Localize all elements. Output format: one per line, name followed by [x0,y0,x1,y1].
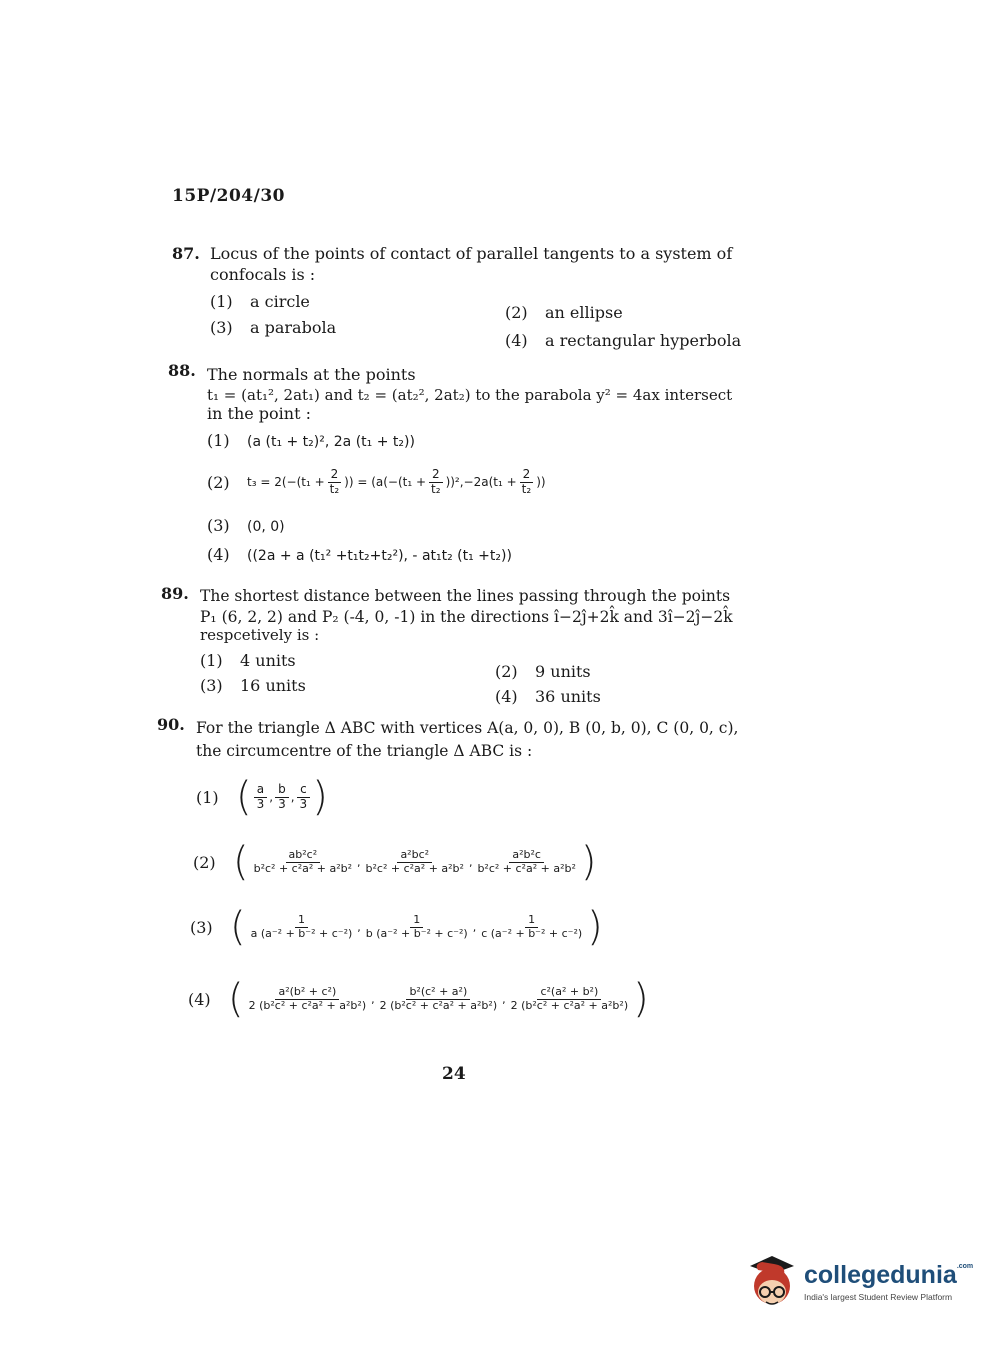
option-formula: ( $\frac{\text{a²(b² + c²)}}{\text{2 (b²c² + c²a² + a²b²)}}$ , $\frac{\text{b²(c² + a²)}}{\text{2 (b²c² + c²a² + a²b²)}}$ , $\frac{\text{c²(a² + b²)}}{\text{2 (b²c² + c²a² + a²b²)}}$ ) [228,976,649,1022]
option-formula: ( $\frac{1}{\text{a (a⁻² + b⁻² + c⁻²)}}$ , $\frac{1}{\text{b (a⁻² + b⁻² + c⁻²)}}$ , $\frac{1}{\text{c (a⁻² + b⁻² + c⁻²)}}$ ) [230,904,603,950]
question-number: 87. [172,244,200,263]
option-4 [495,687,601,706]
brand-suffix: .com [956,1262,974,1270]
option-number: (4) [505,331,528,350]
option-4 [188,977,649,1021]
option-text: an ellipse [545,303,623,322]
option-number: (4) [207,545,230,564]
option-number: (3) [210,318,233,337]
option-2 [207,468,546,497]
option-3 [190,905,603,949]
option-number: (3) [200,676,223,695]
option-text: 9 units [535,662,591,681]
option-3 [200,676,306,695]
question-text: confocals is : [210,265,316,284]
option-text: a parabola [250,318,337,337]
option-text: a rectangular hyperbola [545,331,742,350]
option-number: (1) [207,431,230,450]
collegedunia-logo [744,1252,973,1312]
brand-name: collegedunia [804,1260,957,1289]
option-1 [207,431,415,450]
option-3 [210,318,336,337]
option-number: (2) [207,472,230,492]
option-formula: ( $\frac{\text{ab²c²}}{\text{b²c² + c²a² + a²b²}}$ , $\frac{\text{a²bc²}}{\text{b²c² + c²a² + a²b²}}$ , $\frac{\text{a²b²c}}{\text{b²c² + c²a² + a²b²}}$ ) [233,839,597,885]
option-number: (4) [188,989,211,1009]
question-text: The normals at the points [207,365,416,384]
option-2 [505,303,623,322]
question-number: 89. [161,584,189,603]
option-4 [505,331,741,350]
question-text: For the triangle Δ ABC with vertices A(a, 0, 0), B (0, b, 0), C (0, 0, c), [196,719,739,737]
option-1 [196,775,328,819]
option-2 [193,840,596,884]
question-text: the circumcentre of the triangle Δ ABC is : [196,742,533,760]
question-text: The shortest distance between the lines passing through the points [200,587,731,605]
question-text: respcetively is : [200,626,320,644]
option-2 [495,662,591,681]
question-text: Locus of the points of contact of parallel tangents to a system of [210,244,733,263]
option-number: (2) [193,852,216,872]
option-number: (1) [200,651,223,670]
brand-tagline: India's largest Student Review Platform [804,1291,953,1302]
option-number: (3) [207,516,230,535]
option-number: (2) [495,662,518,681]
option-number: (1) [196,787,219,807]
option-text: 4 units [240,651,296,670]
option-number: (4) [495,687,518,706]
option-4 [207,545,512,564]
option-3 [207,516,285,535]
question-text: P₁ (6, 2, 2) and P₂ (-4, 0, -1) in the directions î−2ĵ+2k̂ and 3î−2ĵ−2k̂ [200,608,733,626]
option-text: (0, 0) [247,519,285,535]
option-text: 36 units [535,687,601,706]
mascot-icon [744,1252,798,1312]
question-text: t₁ = (at₁², 2at₁) and t₂ = (at₂², 2at₂) to the parabola y² = 4ax intersect [207,386,733,404]
question-text: in the point : [207,404,311,423]
option-text: ((2a + a (t₁² +t₁t₂+t₂²), - at₁t₂ (t₁ +t₂)) [247,548,512,564]
question-number: 90. [157,715,185,734]
question-number: 88. [168,361,196,380]
paper-code: 15P/204/30 [172,186,286,206]
option-1 [210,292,310,311]
option-1 [200,651,296,670]
option-text: (a (t₁ + t₂)², 2a (t₁ + t₂)) [247,434,415,450]
option-text: 16 units [240,676,306,695]
page-number: 24 [442,1064,466,1084]
option-number: (2) [505,303,528,322]
option-formula: t₃ = 2(−(t₁ + $\frac{2}{\text{t₂}}$ )) = (a(−(t₁ + $\frac{2}{\text{t₂}}$ ))²,−2a(t₁ + $\frac{2}{\text{t₂}}$ )) [247,467,546,496]
option-text: a circle [250,292,310,311]
option-number: (1) [210,292,233,311]
option-formula: ( $\frac{a}{3}$ , $\frac{b}{3}$ , $\frac{c}{3}$ ) [236,774,328,820]
option-number: (3) [190,917,213,937]
